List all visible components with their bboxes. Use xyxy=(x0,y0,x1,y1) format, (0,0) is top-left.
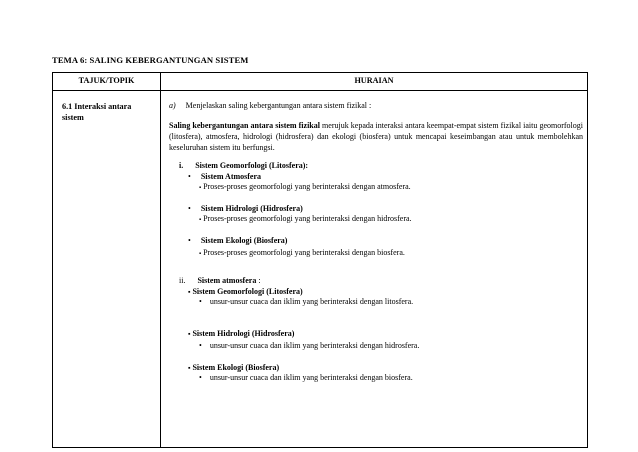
definition-lead: Saling kebergantungan antara sistem fizikal xyxy=(169,121,320,130)
square-bullet-icon: ▪ xyxy=(188,288,191,296)
list-item-desc-text: Proses-proses geomorfologi yang berinteraksi dengan hidrosfera. xyxy=(203,214,412,223)
list-item-title: Sistem Atmosfera xyxy=(200,172,262,181)
bullet-icon: • xyxy=(199,373,202,382)
header-description: HURAIAN xyxy=(354,76,394,85)
bullet-icon: • xyxy=(188,172,191,181)
item-a-text: Menjelaskan saling kebergantungan antara sistem fizikal : xyxy=(185,101,372,110)
section-i-heading xyxy=(179,161,308,171)
list-item xyxy=(188,236,287,246)
column-divider xyxy=(160,73,161,447)
square-bullet-icon: ▪ xyxy=(188,364,191,372)
list-item xyxy=(188,363,279,373)
section-ii-heading xyxy=(179,276,261,286)
section-i-title: Sistem Geomorfologi (Litosfera): xyxy=(195,161,309,170)
definition-paragraph xyxy=(169,120,583,153)
section-ii-marker: ii. xyxy=(179,276,186,285)
definition-body: merujuk kepada interaksi antara keempat-empat sistem fizikal iaitu geomorfologi (litosfera), atmosfera, hidrologi (hidrosfera) dan ekologi (biosfera) untuk mencapai keseimbangan atau untuk membolehkan keseluruhan sistem itu berfungsi. xyxy=(169,121,583,152)
table-header-row xyxy=(53,73,587,91)
item-a-marker: a) xyxy=(169,101,176,110)
bullet-icon: • xyxy=(188,236,191,245)
topic-cell: 6.1 Interaksi antara sistem xyxy=(62,102,132,122)
square-bullet-icon: ▪ xyxy=(199,217,202,223)
section-i-marker: i. xyxy=(179,161,184,170)
content-table xyxy=(52,72,588,448)
bullet-icon: • xyxy=(188,204,191,213)
list-item xyxy=(188,172,261,182)
square-bullet-icon: ▪ xyxy=(188,330,191,338)
square-bullet-icon: ▪ xyxy=(199,251,202,257)
list-item-desc-text: unsur-unsur cuaca dan iklim yang berinteraksi dengan hidrosfera. xyxy=(209,341,420,350)
section-ii-title: Sistem atmosfera xyxy=(197,276,257,285)
item-a xyxy=(169,101,371,111)
list-item-title: Sistem Hidrologi (Hidrosfera) xyxy=(192,329,295,338)
list-item-desc xyxy=(199,341,419,351)
list-item-desc xyxy=(199,373,413,383)
list-item-desc xyxy=(199,182,411,193)
list-item-desc-text: Proses-proses geomorfologi yang berinteraksi dengan atmosfera. xyxy=(203,182,411,191)
list-item-desc xyxy=(199,248,405,259)
bullet-icon: • xyxy=(199,297,202,306)
list-item xyxy=(188,329,294,339)
list-item-desc-text: unsur-unsur cuaca dan iklim yang berinteraksi dengan biosfera. xyxy=(209,373,413,382)
list-item xyxy=(188,204,303,214)
list-item-desc-text: Proses-proses geomorfologi yang berinteraksi dengan biosfera. xyxy=(203,248,405,257)
list-item-desc-text: unsur-unsur cuaca dan iklim yang berinteraksi dengan litosfera. xyxy=(209,297,414,306)
list-item-title: Sistem Ekologi (Biosfera) xyxy=(192,363,280,372)
list-item-title: Sistem Geomorfologi (Litosfera) xyxy=(192,287,303,296)
bullet-icon: • xyxy=(199,341,202,350)
list-item-desc xyxy=(199,214,412,225)
header-topic: TAJUK/TOPIK xyxy=(78,76,135,85)
section-ii-colon: : xyxy=(258,276,261,285)
list-item-title: Sistem Ekologi (Biosfera) xyxy=(200,236,288,245)
list-item-desc xyxy=(199,297,413,307)
document-title: TEMA 6: SALING KEBERGANTUNGAN SISTEM xyxy=(52,55,249,65)
list-item-title: Sistem Hidrologi (Hidrosfera) xyxy=(200,204,303,213)
square-bullet-icon: ▪ xyxy=(199,185,202,191)
list-item xyxy=(188,287,303,297)
